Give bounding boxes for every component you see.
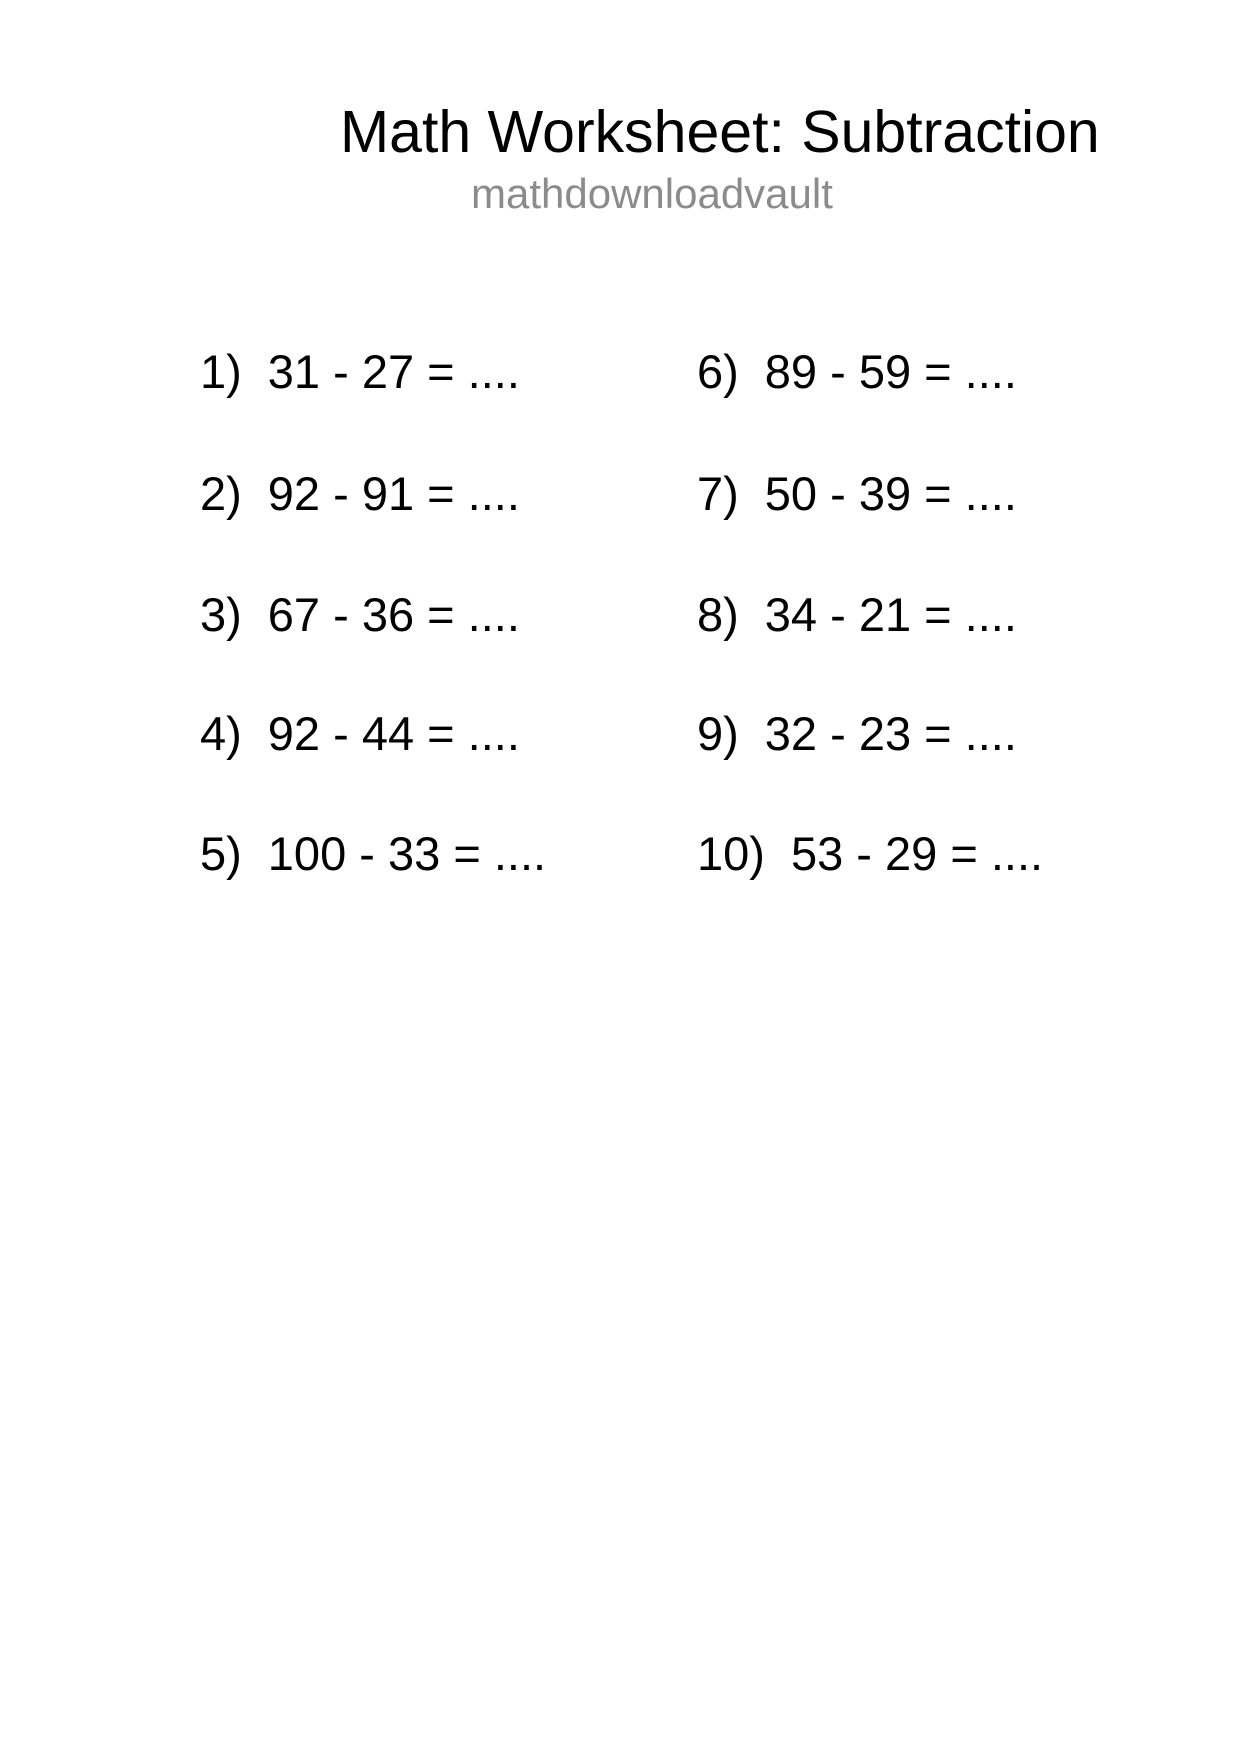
problem-9 <box>697 707 1017 760</box>
problem-number: 10) <box>697 827 765 880</box>
problem-number: 8) <box>697 588 739 641</box>
problem-number: 3) <box>200 588 242 641</box>
problem-expression: 89 - 59 = .... <box>764 345 1017 398</box>
problem-expression: 31 - 27 = .... <box>267 345 520 398</box>
site-watermark: mathdownloadvault <box>471 170 833 217</box>
problem-expression: 32 - 23 = .... <box>764 707 1017 760</box>
problem-number: 2) <box>200 467 242 520</box>
problem-3 <box>200 588 520 641</box>
problem-number: 7) <box>697 467 739 520</box>
problem-expression: 50 - 39 = .... <box>764 467 1017 520</box>
problem-7 <box>697 467 1017 520</box>
problem-2 <box>200 467 520 520</box>
problem-expression: 92 - 44 = .... <box>267 707 520 760</box>
problem-expression: 100 - 33 = .... <box>267 827 547 880</box>
problem-expression: 92 - 91 = .... <box>267 467 520 520</box>
problem-number: 6) <box>697 345 739 398</box>
problem-6 <box>697 345 1017 398</box>
problem-number: 1) <box>200 345 242 398</box>
problem-expression: 67 - 36 = .... <box>267 588 520 641</box>
problem-5 <box>200 827 547 880</box>
problem-expression: 53 - 29 = .... <box>790 827 1044 880</box>
page-title: Math Worksheet: Subtraction <box>340 99 1100 165</box>
problem-1 <box>200 345 520 398</box>
problem-8 <box>697 588 1017 641</box>
problem-number: 5) <box>200 827 242 880</box>
problem-number: 4) <box>200 707 242 760</box>
problem-number: 9) <box>697 707 739 760</box>
problem-expression: 34 - 21 = .... <box>764 588 1017 641</box>
problem-4 <box>200 707 520 760</box>
problem-10 <box>697 827 1044 880</box>
